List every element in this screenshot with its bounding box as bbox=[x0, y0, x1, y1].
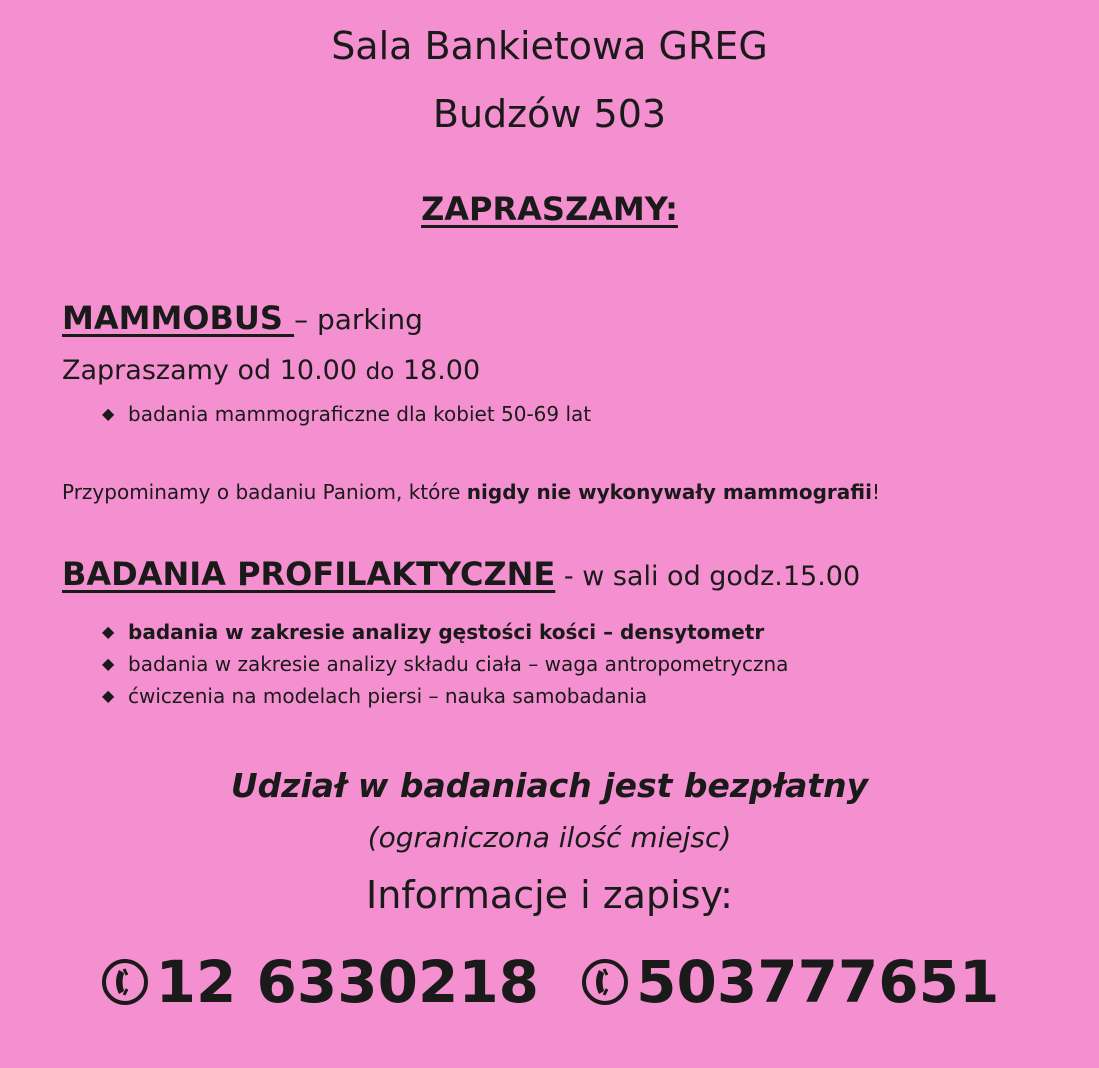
free-notice: Udział w badaniach jest bezpłatny bbox=[230, 766, 869, 805]
mammobus-location: – parking bbox=[294, 303, 423, 336]
phone-entry bbox=[580, 940, 999, 1024]
telephone-icon bbox=[580, 957, 630, 1007]
info-label: Informacje i zapisy: bbox=[366, 873, 733, 917]
reminder-bold: nigdy nie wykonywały mammografii bbox=[466, 480, 872, 504]
phone-number: 503777651 bbox=[636, 948, 1000, 1016]
hours-do: do bbox=[365, 359, 395, 385]
list-item bbox=[102, 680, 788, 712]
phone-number: 12 6330218 bbox=[155, 948, 540, 1016]
hours-end: 18.00 bbox=[394, 355, 481, 386]
phone-entry bbox=[100, 940, 539, 1024]
limited-places: (ograniczona ilość miejsc) bbox=[367, 821, 732, 854]
bullet-text: ćwiczenia na modelach piersi – nauka samobadania bbox=[128, 684, 648, 708]
invite-heading-text: ZAPRASZAMY: bbox=[421, 190, 678, 228]
telephone-icon bbox=[100, 957, 150, 1007]
phone-numbers bbox=[0, 940, 1099, 1024]
diamond-bullet-icon: ◆ bbox=[102, 686, 115, 705]
venue-name: Sala Bankietowa GREG bbox=[331, 24, 768, 68]
mammobus-heading bbox=[62, 296, 423, 342]
reminder-text bbox=[62, 476, 880, 508]
list-item bbox=[102, 648, 788, 680]
reminder-suffix: ! bbox=[871, 480, 880, 504]
mammobus-title: MAMMOBUS bbox=[62, 299, 295, 337]
hours-prefix: Zapraszamy od 10.00 bbox=[62, 355, 366, 386]
profilaktyczne-heading bbox=[62, 552, 860, 599]
mammobus-hours bbox=[62, 350, 480, 393]
profilaktyczne-title: BADANIA PROFILAKTYCZNE bbox=[62, 555, 556, 593]
venue-address: Budzów 503 bbox=[432, 92, 667, 136]
mammobus-bullet-list bbox=[102, 398, 591, 430]
diamond-bullet-icon: ◆ bbox=[102, 654, 115, 673]
list-item bbox=[102, 616, 788, 648]
profilaktyczne-bullet-list bbox=[102, 616, 788, 712]
bullet-text: badania w zakresie analizy gęstości kości – densytometr bbox=[128, 620, 765, 644]
bullet-text: badania w zakresie analizy składu ciała – waga antropometryczna bbox=[128, 652, 789, 676]
profilaktyczne-subtitle: - w sali od godz.15.00 bbox=[555, 561, 861, 592]
reminder-prefix: Przypominamy o badaniu Paniom, które bbox=[62, 480, 467, 504]
bullet-text: badania mammograficzne dla kobiet 50-69 lat bbox=[128, 402, 592, 426]
diamond-bullet-icon: ◆ bbox=[102, 622, 115, 641]
list-item bbox=[102, 398, 591, 430]
diamond-bullet-icon: ◆ bbox=[102, 404, 115, 423]
invite-heading bbox=[0, 186, 1099, 232]
